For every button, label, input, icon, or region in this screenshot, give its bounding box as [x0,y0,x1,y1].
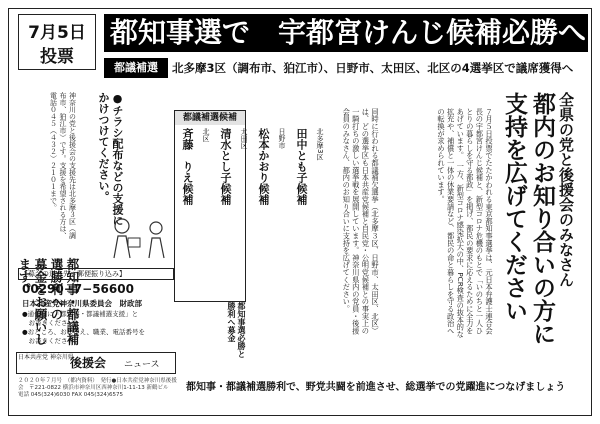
fund-appeal-line-1: 都知事・都議補選勝利への [49,258,80,346]
support-call-line-1: ●チラシ配布などの支援に [111,92,124,226]
headline: 都知事選で 宇都宮けんじ候補必勝へ [104,14,588,52]
candidate-district: 北多摩3区 [316,128,324,161]
fund-line-2: 勝利へ募金 [227,302,236,342]
appeal-line-1: 全県の党と後援会のみなさん [557,92,575,287]
flyer-people-illustration [104,214,174,262]
candidate-district: 太田区 [240,128,248,149]
candidate-name: 斉藤 りえ候補 [181,128,194,205]
date-line-2: 投票 [40,47,74,67]
payment-notes [22,310,178,346]
publisher-info: ２０２０年７月号 （都内資料） 発行●日本共産党神奈川県後援会 〒221-0822 横浜市神奈川区西神奈川1-11-13 新鶴ビル 電話 045(324)6030 FAX 045(324)6575 [18,378,177,398]
payment-note: お書きください。 [22,337,81,345]
candidate-name: 田中とも子候補 [295,128,308,205]
fund-line-1: 都知事選必勝と [237,302,246,358]
appeal-line-3: 支持を広げてください [501,92,527,322]
body-text-right: ７月５日投票でたたかわれる東京都知事選挙は、元日本弁護士連合会長の宇都宮けんじ候補と、新型コロナ危機のもとで「いのちと一人ひとりの暮らしを守る都政」を掲げ、都民の要求に応えるために全力をあげています。 一方、新型コロナ感染拡大の中、PCR検査の抜本的な拡充や、補償と一体の休業要請など、都民の命と暮らしを守る政治への転換が求められています。 [437,108,494,338]
section-badge: 都議補選 [104,58,168,78]
payment-note: お書きください。 [22,319,81,327]
payment-recipient: 日本共産党神奈川県委員会 財政部 [22,299,142,308]
date-line-1: 7月5日 [28,23,86,43]
logo-sub-text: ニュース [124,360,160,370]
subheadline: 北多摩3区（調布市、狛江市）、日野市、太田区、北区の4選挙区で議席獲得へ [172,61,574,75]
candidate-list [178,128,330,298]
candidate-district: 北区 [202,128,210,142]
closing-slogan: 都知事・都議補選勝利で、野党共闘を前進させ、総選挙での党躍進につなげましょう [186,382,566,393]
fund-appeal-line-2: 募金をお願いします。 [17,258,48,346]
appeal-lines-2-3 [500,92,556,362]
candidate-district: 日野市 [278,128,286,149]
logo-small-text: 日本共産党 神奈川県 [18,354,74,361]
logo-main-text: 後援会 [70,356,107,370]
candidate-name: 松本かおり候補 [257,128,270,205]
fund-heading [226,302,246,366]
payment-heading: 【募金の送り先＝郵便振り込み】 [18,268,174,280]
body-text-middle: 同時に行われる都議補欠選挙（北多摩３区、日野市、太田区、北区）は、どの選挙区も日本共産党候補と自民党・公明党候補との事実上の一騎打ちの激しい選挙戦を展開しています。神奈川県内の党員・後援会員のみなさん、都内のお知り合いに支持を広げてください。 [342,108,380,335]
support-details: 神奈川の党と後援会の支援先は北多摩３区（調布市、狛江市）です。支援を希望される方は、電話０４５（４３２）２１０１まで。 [49,92,77,239]
candidate-name: 清水とし子候補 [219,128,232,205]
postal-account-number: 00290−7−56600 [22,282,134,296]
payment-note: ●通信欄に「都知事・都議補選支援」と [22,310,139,318]
appeal-line-2: 都内のお知り合いの方に [529,92,555,345]
support-call-line-2: かけつけてください。 [97,92,110,202]
candidate-box-title: 都議補選候補 [175,111,245,125]
payment-note: ●おところ、おなまえ、職業、電話番号を [22,328,146,336]
